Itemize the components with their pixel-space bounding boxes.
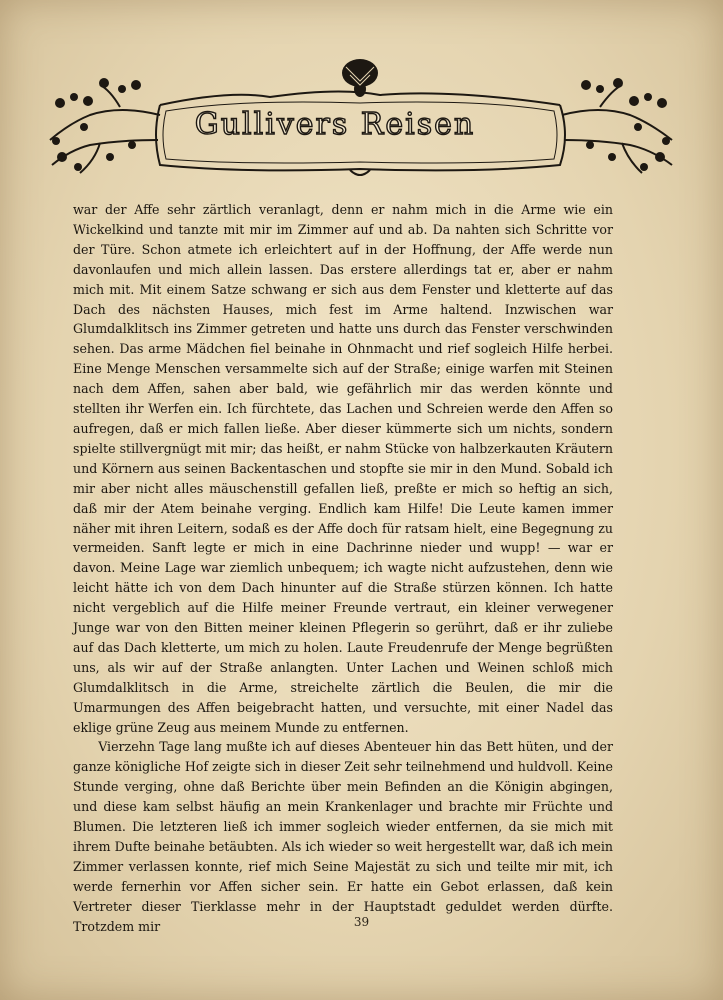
body-text bbox=[73, 200, 613, 937]
decorative-header bbox=[40, 45, 683, 185]
book-title: Gullivers Reisen bbox=[194, 107, 476, 142]
paragraph: war der Affe sehr zärtlich veranlagt, denn er nahm mich in die Arme wie ein Wickelkind und tanzte mit mir im Zimmer auf und ab. Da nahten sich Schritte vor der Türe. Schon atmete ich erleichtert auf in der Hoffnung, der Affe werde nun davonlaufen und mich allein lassen. Das erstere allerdings tat er, aber er nahm mich mit. Mit einem Satze schwang er sich aus dem Fenster und kletterte auf das Dach des nächsten Hauses, mich fest im Arme haltend. Inzwischen war Glumdalklitsch ins Zimmer getreten und hatte uns durch das Fenster verschwinden sehen. Das arme Mädchen fiel beinahe in Ohnmacht und rief sogleich Hilfe herbei. Eine Menge Menschen versammelte sich auf der Straße; einige warfen mit Steinen nach dem Affen, sahen aber bald, wie gefährlich mir das werden könnte und stellten ihr Werfen ein. Ich fürchtete, das Lachen und Schreien werde den Affen so aufregen, daß er mich fallen ließe. Aber dieser kümmerte sich um nichts, sondern spielte stillvergnügt mit mir; das heißt, er nahm Stücke von halbzerkauten Kräutern und Körnern aus seinen Backentaschen und stopfte sie mir in den Mund. Sobald ich mir aber nicht alles mäuschenstill gefallen ließ, preßte er mich so heftig an sich, daß mir der Atem beinahe verging. Endlich kam Hilfe! Die Leute kamen immer näher mit ihren Leitern, sodaß es der Affe doch für ratsam hielt, eine Begegnung zu vermeiden. Sanft legte er mich in eine Dachrinne nieder und wupp! — war er davon. Meine Lage war ziemlich unbequem; ich wagte nicht aufzustehen, denn wie leicht hätte ich von dem Dach hinunter auf die Straße stürzen können. Ich hatte nicht vergeblich auf die Hilfe meiner Freunde vertraut, ein kleiner verwegener Junge war von den Bitten meiner kleinen Pflegerin so gerührt, daß er ihr zuliebe auf das Dach kletterte, um mich zu holen. Laute Freudenrufe der Menge begrüßten uns, als wir auf der Straße anlangten. Unter Lachen und Weinen schloß mich Glumdalklitsch in die Arme, streichelte zärtlich die Beulen, die mir die Umarmungen des Affen beigebracht hatten, und versuchte, mit einer Nadel das eklige grüne Zeug aus meinem Munde zu entfernen. bbox=[73, 202, 613, 735]
page-number: 39 bbox=[353, 915, 370, 929]
paragraph: Vierzehn Tage lang mußte ich auf dieses Abenteuer hin das Bett hüten, und der ganze königliche Hof zeigte sich in dieser Zeit sehr teilnehmend und huldvoll. Keine Stunde verging, ohne daß Berichte über mein Befinden an die Königin abgingen, und diese kam selbst häufig an mein Krankenlager und brachte mir Früchte und Blumen. Die letzteren ließ ich immer sogleich wieder entfernen, da sie mich mit ihrem Dufte beinahe betäubten. Als ich wieder so weit hergestellt war, daß ich mein Zimmer verlassen konnte, rief mich Seine Majestät zu sich und teilte mir mit, ich werde fernerhin vor Affen sicher sein. Er hatte ein Gebot erlassen, daß kein Vertreter dieser Tierklasse mehr in der Hauptstadt geduldet werden dürfte. Trotzdem mir bbox=[73, 739, 613, 934]
